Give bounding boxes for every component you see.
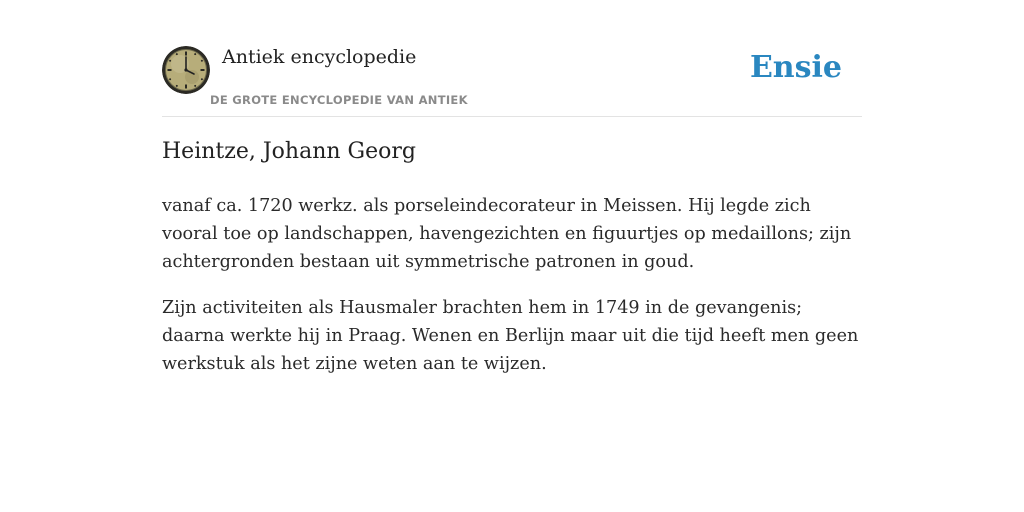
site-subtitle: DE GROTE ENCYCLOPEDIE VAN ANTIEK <box>210 93 468 107</box>
entry-paragraph: Zijn activiteiten als Hausmaler brachten hem in 1749 in de gevangenis; daarna werkte hij in Praag. Wenen en Berlijn maar uit die tijd heeft men geen werkstuk als het zijne weten aan te wijzen. <box>162 298 859 374</box>
brand-logo-link[interactable]: Ensie <box>749 50 842 85</box>
entry-paragraph: vanaf ca. 1720 werkz. als porseleindecorateur in Meissen. Hij legde zich vooral toe op landschappen, havengezichten en figuurtjes op medaillons; zijn achtergronden bestaan uit symmetrische patronen in goud. <box>162 196 852 272</box>
antique-clock-icon[interactable] <box>162 46 210 94</box>
entry-body <box>162 192 862 396</box>
site-title[interactable]: Antiek encyclopedie <box>222 46 417 68</box>
entry-title: Heintze, Johann Georg <box>162 139 416 164</box>
site-header <box>162 46 862 117</box>
